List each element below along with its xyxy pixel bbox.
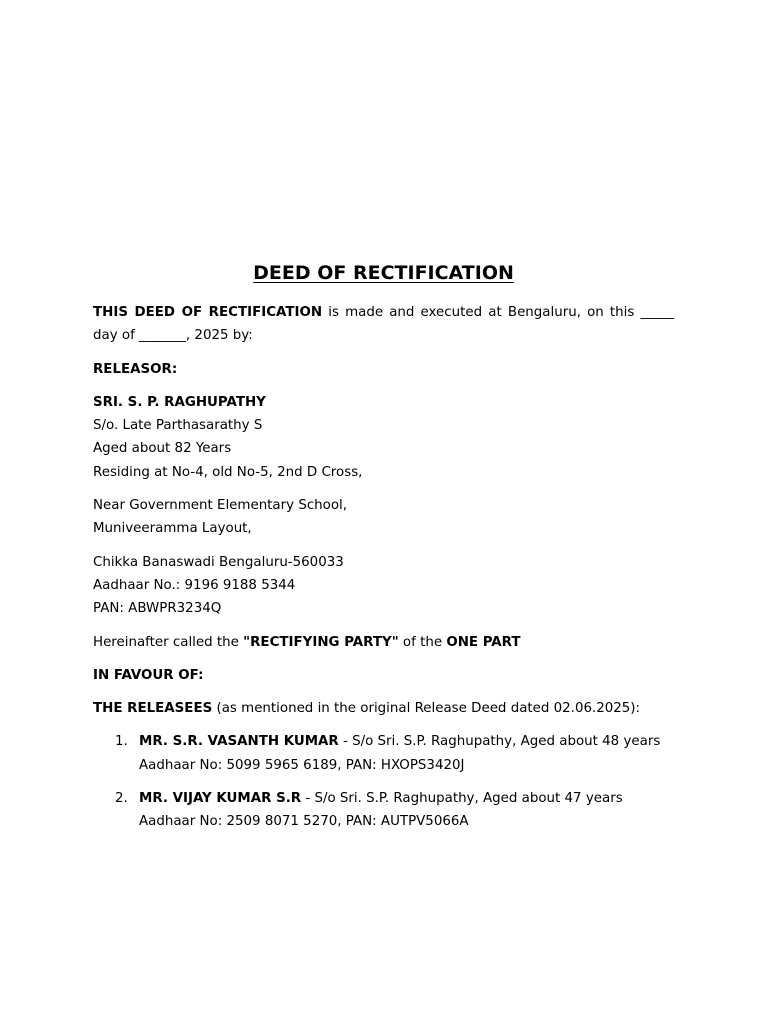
- document-page: [93, 262, 674, 844]
- hereinafter-part2: of the: [398, 634, 447, 650]
- hereinafter-part1: Hereinafter called the: [93, 634, 244, 650]
- releasor-age: Aged about 82 Years: [93, 441, 232, 457]
- intro-text: is made and executed at Bengaluru, on this _____ day of _______, 2025 by:: [93, 305, 674, 344]
- list-item: [93, 730, 674, 777]
- releasees-intro-bold: THE RELEASEES: [93, 701, 213, 717]
- hereinafter-paragraph: [93, 631, 674, 654]
- hereinafter-bold2: ONE PART: [446, 634, 521, 650]
- list-item: [93, 787, 674, 834]
- releasor-heading: RELEASOR:: [93, 361, 178, 377]
- releasor-address-line4: Chikka Banaswadi Bengaluru-560033: [93, 554, 344, 570]
- releasor-address-line1: Residing at No-4, old No-5, 2nd D Cross,: [93, 464, 363, 480]
- releasor-aadhaar: Aadhaar No.: 9196 9188 5344: [93, 577, 296, 593]
- list-item-number: 2.: [115, 791, 128, 807]
- intro-paragraph: [93, 301, 674, 348]
- releasor-pan: PAN: ABWPR3234Q: [93, 601, 222, 617]
- releasees-list: [93, 730, 674, 833]
- releasee-ids: Aadhaar No: 5099 5965 6189, PAN: HXOPS3420J: [139, 757, 465, 773]
- releasor-address-line2: Near Government Elementary School,: [93, 498, 348, 514]
- releasee-ids: Aadhaar No: 2509 8071 5270, PAN: AUTPV5066A: [139, 814, 469, 830]
- hereinafter-bold1: "RECTIFYING PARTY": [243, 634, 399, 650]
- list-item-number: 1.: [115, 734, 128, 750]
- releasee-details: - S/o Sri. S.P. Raghupathy, Aged about 47 years: [301, 791, 623, 807]
- releasees-intro-text: (as mentioned in the original Release Deed dated 02.06.2025):: [212, 701, 641, 717]
- intro-bold: THIS DEED OF RECTIFICATION: [93, 305, 323, 320]
- releasee-name: MR. S.R. VASANTH KUMAR: [139, 734, 339, 750]
- document-title: DEED OF RECTIFICATION: [253, 262, 514, 284]
- in-favour-heading: IN FAVOUR OF:: [93, 667, 204, 683]
- releasor-relation: S/o. Late Parthasarathy S: [93, 418, 263, 434]
- releasor-address-line3: Muniveeramma Layout,: [93, 521, 252, 537]
- releasor-name: SRI. S. P. RAGHUPATHY: [93, 394, 266, 410]
- releasees-intro: [93, 697, 674, 720]
- releasee-details: - S/o Sri. S.P. Raghupathy, Aged about 48 years: [338, 734, 661, 750]
- releasee-name: MR. VIJAY KUMAR S.R: [139, 791, 302, 807]
